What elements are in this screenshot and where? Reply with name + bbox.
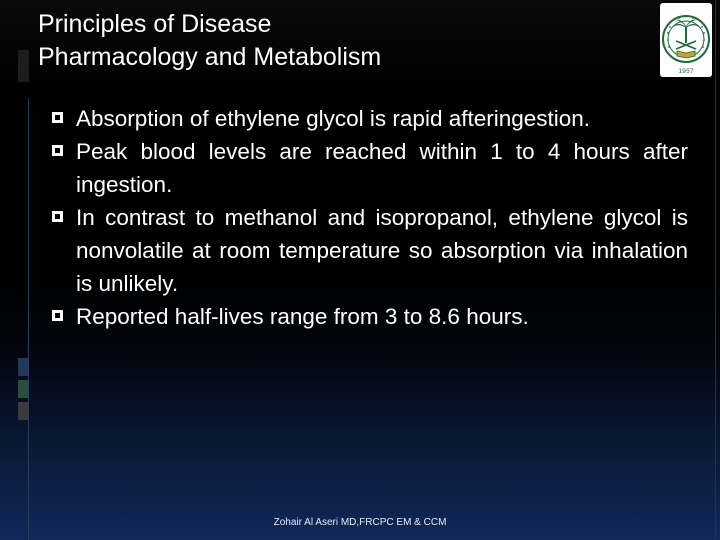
list-item [52, 102, 688, 135]
right-divider-line [715, 0, 716, 540]
title-line-1: Principles of Disease [38, 10, 272, 38]
bullet-list [52, 102, 688, 333]
slide-title [38, 8, 638, 74]
list-item [52, 300, 688, 333]
square-bullet-icon [52, 310, 63, 321]
bullet-text: Reported half-lives range from 3 to 8.6 hours. [76, 304, 529, 329]
left-divider-line [28, 98, 29, 540]
list-item [52, 135, 688, 201]
slide-footer: Zohair Al Aseri MD,FRCPC EM & CCM [273, 517, 447, 528]
list-item [52, 201, 688, 300]
accent-block [18, 50, 29, 82]
square-bullet-icon [52, 112, 63, 123]
bullet-text: In contrast to methanol and isopropanol, ethylene glycol is nonvolatile at room temperature so absorption via inhalation is unlikely. [76, 205, 688, 296]
university-seal-icon [660, 3, 712, 77]
bullet-text: Absorption of ethylene glycol is rapid afteringestion. [76, 106, 591, 131]
square-bullet-icon [52, 145, 63, 156]
title-line-2: Pharmacology and Metabolism [38, 43, 382, 71]
square-bullet-icon [52, 211, 63, 222]
bullet-text: Peak blood levels are reached within 1 to 4 hours after ingestion. [76, 139, 688, 197]
svg-text:1957: 1957 [678, 68, 694, 75]
